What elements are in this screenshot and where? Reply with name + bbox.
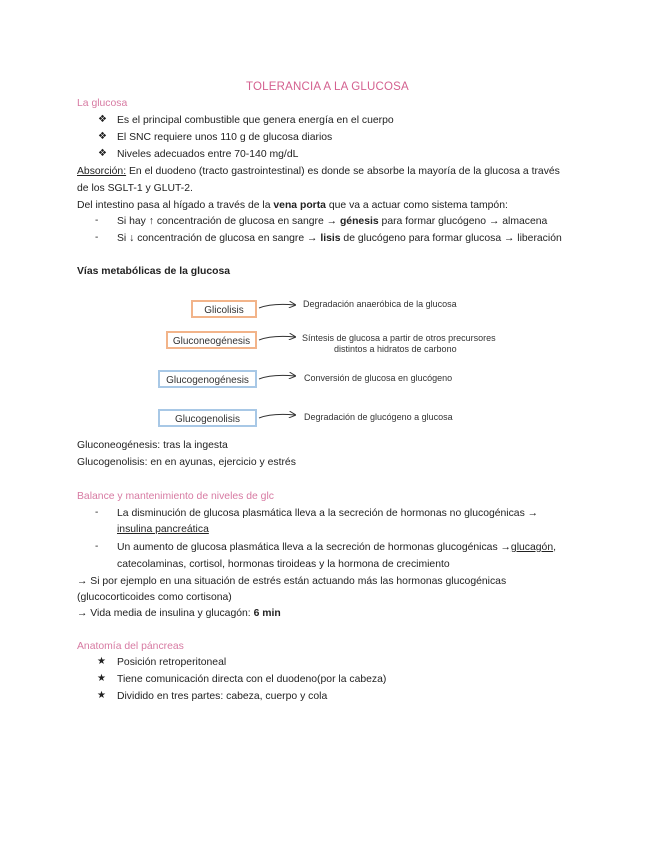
dash1-pre: Si hay ↑ concentración de glucosa en sangre → — [117, 216, 340, 227]
note-glucogenolisis: Glucogenolisis: en en ayunas, ejercicio y estrés — [77, 457, 296, 468]
glicolisis-box: Glicolisis — [191, 300, 257, 318]
lisis-term: lisis — [320, 233, 341, 244]
dash-bullet: - — [95, 507, 99, 518]
glicolisis-desc: Degradación anaeróbica de la glucosa — [303, 299, 457, 309]
section-heading-vias: Vías metabólicas de la glucosa — [77, 266, 231, 277]
glucogenogenesis-box: Glucogenogénesis — [158, 370, 257, 388]
note-gluconeogenesis: Gluconeogénesis: tras la ingesta — [77, 440, 228, 451]
intestino-pre: Del intestino pasa al hígado a través de la — [77, 200, 274, 211]
list-item: Niveles adecuados entre 70-140 mg/dL — [117, 149, 299, 160]
dash-bullet: - — [95, 232, 99, 243]
arrow-note-line2: (glucocorticoides como cortisona) — [77, 592, 232, 603]
page-title: TOLERANCIA A LA GLUCOSA — [246, 81, 409, 93]
glucogenogenesis-desc: Conversión de glucosa en glucógeno — [304, 373, 453, 383]
star-bullet-icon: ★ — [97, 656, 106, 667]
item2-pre: Un aumento de glucosa plasmática lleva a la secreción de hormonas glucogénicas → — [117, 542, 511, 553]
glucagon-term: glucagón — [510, 542, 554, 553]
list-item-continuation: insulina pancreática — [117, 524, 209, 535]
list-item — [117, 541, 556, 555]
dash-bullet: - — [95, 215, 99, 226]
list-item: Posición retroperitoneal — [117, 657, 227, 668]
dash-bullet: - — [95, 541, 99, 552]
section-heading-balance: Balance y mantenimiento de niveles de glc — [77, 491, 274, 502]
intestino-post: que va a actuar como sistema tampón: — [325, 200, 508, 211]
vena-porta-term: vena porta — [273, 200, 326, 211]
list-item: Tiene comunicación directa con el duodeno(por la cabeza) — [117, 674, 387, 685]
arrow-note-vida-media — [77, 607, 281, 621]
arrow-icon — [259, 375, 295, 379]
glucogenolisis-desc: Degradación de glucógeno a glucosa — [304, 412, 453, 422]
arrow-icon — [259, 304, 295, 308]
list-item-continuation: catecolaminas, cortisol, hormonas tiroideas y la hormona de crecimiento — [117, 559, 450, 570]
gluconeogenesis-desc: Síntesis de glucosa a partir de otros precursores — [302, 333, 496, 343]
absorcion-text-line2: de los SGLT-1 y GLUT-2. — [77, 183, 193, 194]
star-bullet-icon: ★ — [97, 673, 106, 684]
dash2-pre: Si ↓ concentración de glucosa en sangre → — [117, 233, 321, 244]
vida-media-value: 6 min — [253, 608, 281, 619]
section-heading-anatomia: Anatomía del páncreas — [77, 641, 184, 652]
glucogenolisis-box: Glucogenolisis — [158, 409, 257, 427]
item2-post: , — [553, 542, 556, 553]
star-bullet-icon: ★ — [97, 690, 106, 701]
vida-media-pre: → Vida media de insulina y glucagón: — [77, 608, 254, 619]
list-item: El SNC requiere unos 110 g de glucosa diarios — [117, 132, 333, 143]
absorcion-label: Absorción: — [77, 166, 127, 177]
genesis-term: génesis — [339, 216, 379, 227]
arrow-icon — [259, 414, 295, 418]
diamond-bullet-icon: ❖ — [98, 114, 107, 125]
gluconeogenesis-desc-line2: distintos a hidratos de carbono — [334, 344, 457, 354]
dash1-post: para formar glucógeno → almacena — [378, 216, 548, 227]
absorcion-text: En el duodeno (tracto gastrointestinal) es donde se absorbe la mayoría de la glucosa a través — [126, 166, 560, 177]
dash2-post: de glucógeno para formar glucosa → liberación — [340, 233, 562, 244]
list-item: La disminución de glucosa plasmática lleva a la secreción de hormonas no glucogénicas → — [117, 508, 539, 519]
section-heading-glucosa: La glucosa — [77, 98, 128, 109]
diamond-bullet-icon: ❖ — [98, 131, 107, 142]
arrow-icon — [259, 336, 295, 340]
list-item: Dividido en tres partes: cabeza, cuerpo y cola — [117, 691, 328, 702]
arrow-note: → Si por ejemplo en una situación de estrés están actuando más las hormonas glucogénicas — [77, 576, 507, 587]
list-item: Es el principal combustible que genera energía en el cuerpo — [117, 115, 394, 126]
gluconeogenesis-box: Gluconeogénesis — [166, 331, 257, 349]
diamond-bullet-icon: ❖ — [98, 148, 107, 159]
